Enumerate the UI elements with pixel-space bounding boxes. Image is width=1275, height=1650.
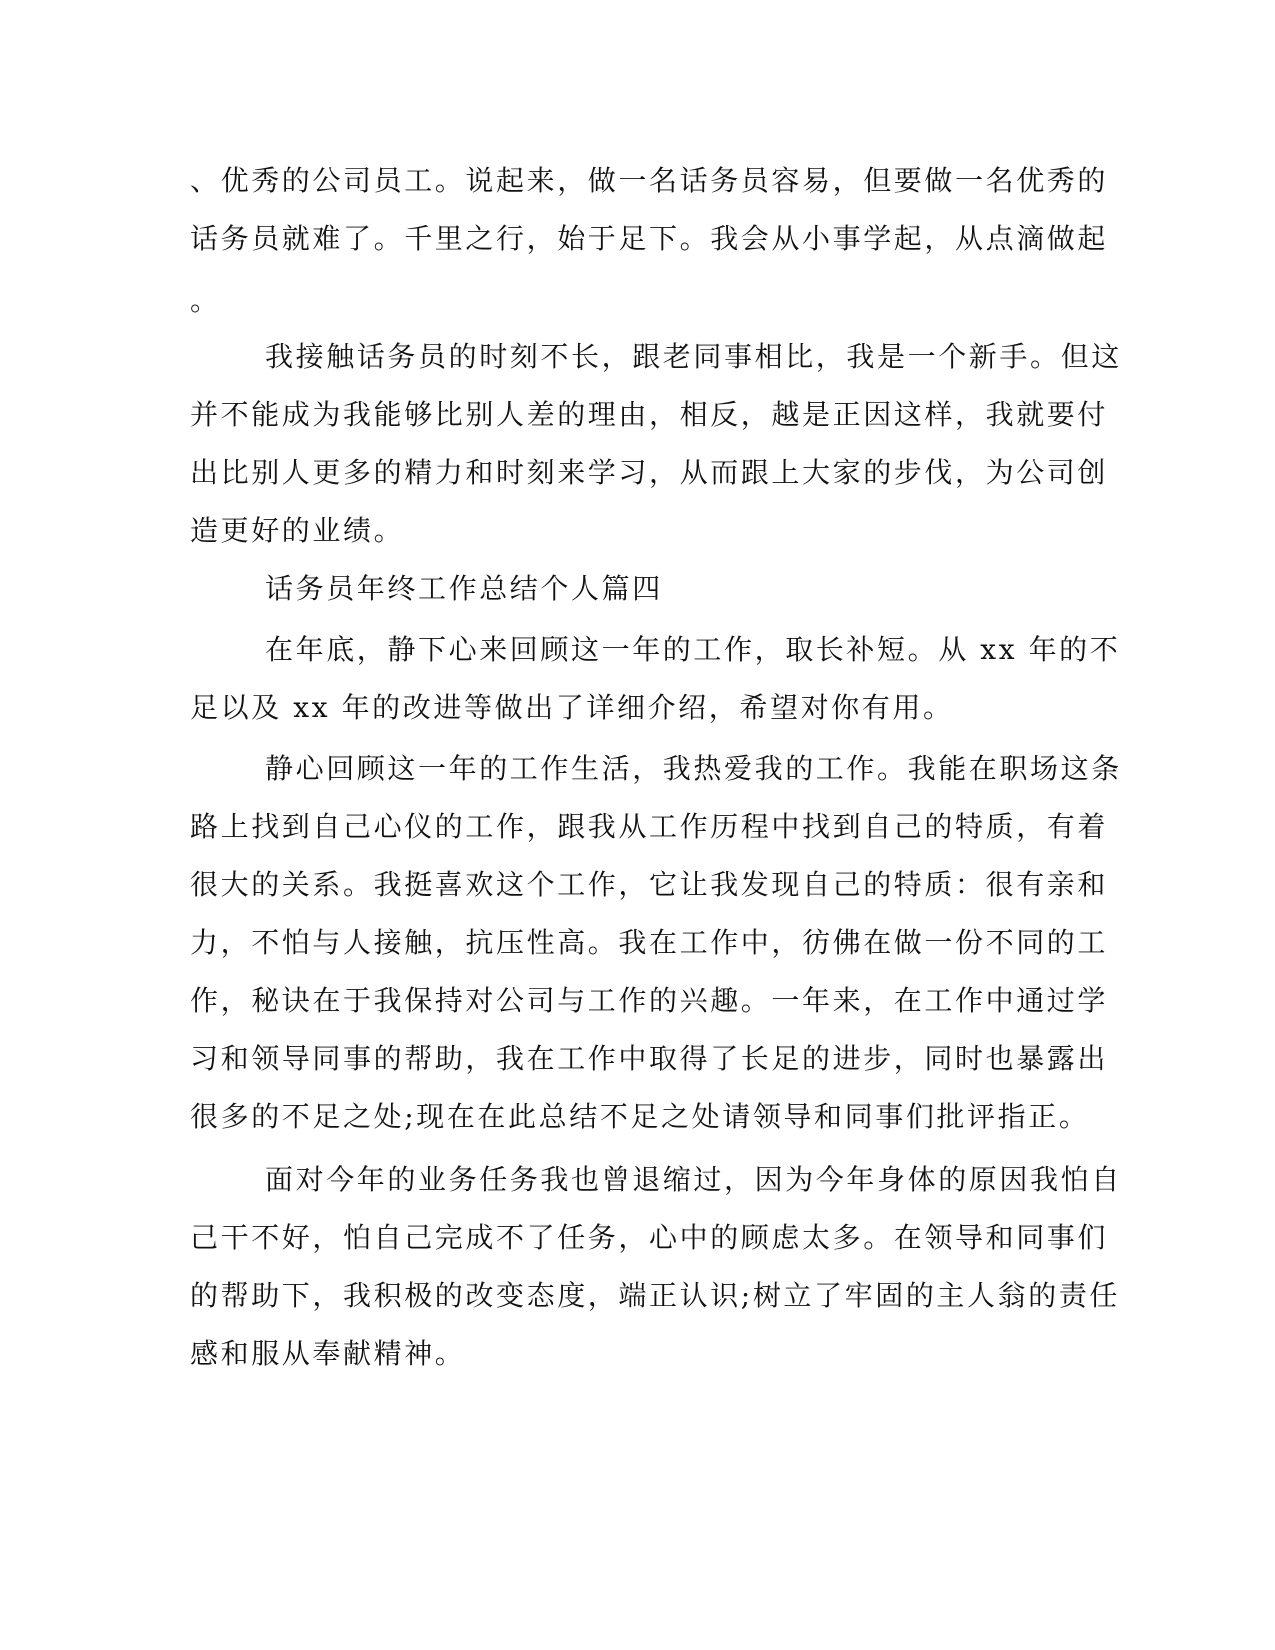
text-line: 很多的不足之处;现在在此总结不足之处请领导和同事们批评指正。	[190, 1100, 1090, 1133]
text-line: 出比别人更多的精力和时刻来学习，从而跟上大家的步伐，为公司创	[190, 456, 1109, 489]
text-line: 的帮助下，我积极的改变态度，端正认识;树立了牢固的主人翁的责任	[190, 1279, 1121, 1312]
paragraph-first-line: 在年底，静下心来回顾这一年的工作，取长补短。从 xx 年的不	[265, 633, 1121, 666]
text-line: 习和领导同事的帮助，我在工作中取得了长足的进步，同时也暴露出	[190, 1042, 1109, 1075]
text-line: 话务员就难了。千里之行，始于足下。我会从小事学起，从点滴做起	[190, 222, 1109, 255]
text-line: 足以及 xx 年的改进等做出了详细介绍，希望对你有用。	[190, 691, 954, 724]
text-line: 感和服从奉献精神。	[190, 1337, 466, 1370]
paragraph-first-line: 面对今年的业务任务我也曾退缩过，因为今年身体的原因我怕自	[265, 1163, 1122, 1196]
text-line: 作，秘诀在于我保持对公司与工作的兴趣。一年来，在工作中通过学	[190, 984, 1109, 1017]
text-line: 力，不怕与人接触，抗压性高。我在工作中，彷佛在做一份不同的工	[190, 926, 1109, 959]
paragraph-first-line: 静心回顾这一年的工作生活，我热爱我的工作。我能在职场这条	[265, 752, 1122, 785]
text-line: 造更好的业绩。	[190, 514, 405, 547]
text-line: 很大的关系。我挺喜欢这个工作，它让我发现自己的特质：很有亲和	[190, 868, 1109, 901]
paragraph-first-line: 我接触话务员的时刻不长，跟老同事相比，我是一个新手。但这	[265, 340, 1122, 373]
text-line: 己干不好，怕自己完成不了任务，心中的顾虑太多。在领导和同事们	[190, 1221, 1109, 1254]
text-line: 、优秀的公司员工。说起来，做一名话务员容易，但要做一名优秀的	[190, 164, 1109, 197]
text-line: 路上找到自己心仪的工作，跟我从工作历程中找到自己的特质，有着	[190, 810, 1109, 843]
text-line: 并不能成为我能够比别人差的理由，相反，越是正因这样，我就要付	[190, 398, 1109, 431]
text-line: 。	[190, 284, 221, 317]
section-heading: 话务员年终工作总结个人篇四	[265, 572, 663, 605]
